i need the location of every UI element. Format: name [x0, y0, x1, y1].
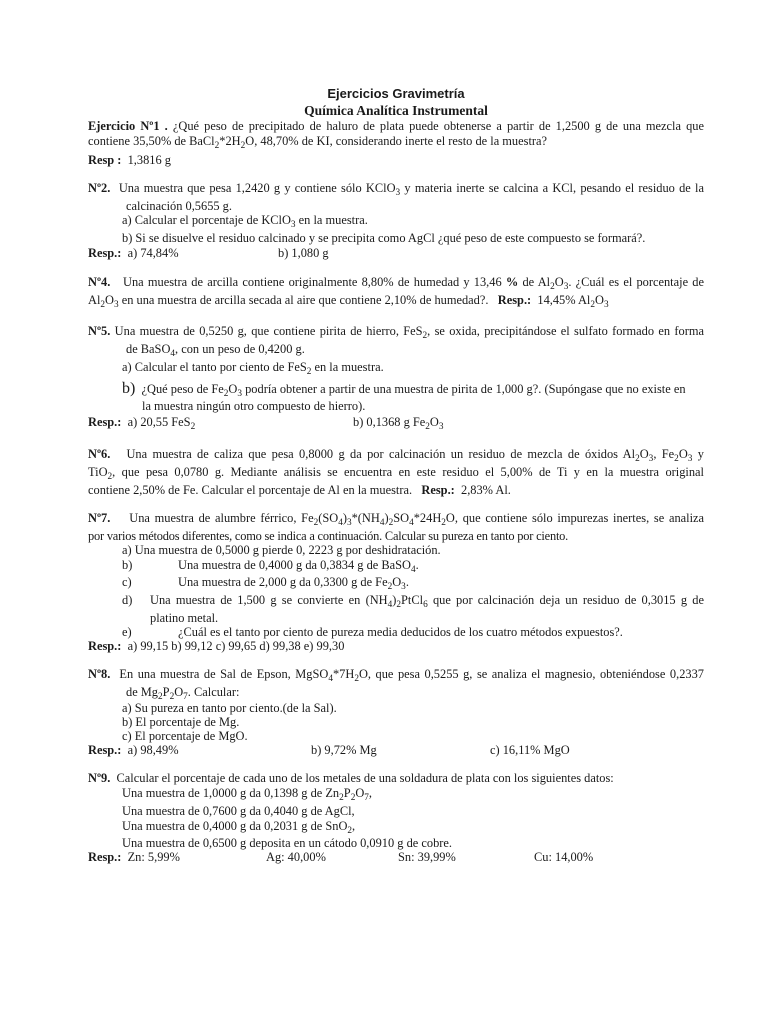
exercise-8-line-2 — [126, 684, 239, 700]
subscript: 4 — [338, 518, 343, 528]
text-fragment: e) — [122, 625, 132, 639]
exercise-9-data-4: Una muestra de 0,6500 g deposita en un cátodo 0,0910 g de cobre. — [122, 836, 452, 850]
subscript: 3 — [290, 220, 296, 230]
exercise-5-item-b: b) ¿Qué peso de $Fe_2O_3$ podría obtener a partir de una muestra de pirita de 1,000 g?. (Supóngase que no existe en — [122, 380, 686, 399]
text-fragment: , con un peso de 0,4200 g. — [175, 342, 305, 356]
text-fragment: , — [352, 819, 356, 833]
exercise-7-item-d-cont: platino metal. — [150, 611, 219, 625]
subscript: 4 — [410, 565, 416, 575]
text-fragment: Al — [88, 293, 101, 307]
exercise-9-data-1 — [122, 785, 372, 801]
text-fragment: Una muestra que pesa 1,2420 g y contiene sólo KClO — [118, 181, 396, 195]
text-fragment: O, que pesa 0,5255 g, se analiza el magnesio, obteniéndose 0,2337 — [358, 667, 704, 681]
exercise-1-line-2 — [88, 133, 547, 149]
exercise-8-number: Nº8. — [88, 667, 111, 681]
subscript: 3 — [114, 300, 119, 310]
text-fragment: ¿Qué peso de Fe — [141, 382, 224, 396]
answer-value: a) 98,49% — [127, 743, 179, 757]
subscript: 2 — [214, 141, 220, 151]
exercise-2-answer — [88, 245, 179, 261]
text-fragment: Una muestra de 1,500 g se convierte en (NH — [150, 593, 388, 607]
text-fragment: P — [343, 786, 351, 800]
exercise-9-data-3 — [122, 818, 355, 834]
text-fragment: TiO — [88, 465, 108, 479]
exercise-6-number: Nº6. — [88, 447, 111, 461]
subscript: 2 — [347, 826, 353, 836]
subscript: 2 — [158, 692, 163, 702]
subscript: 2 — [169, 692, 175, 702]
text-fragment: Una muestra de 0,4000 g da 0,3834 g de BaSO — [178, 558, 411, 572]
subscript: 2 — [100, 300, 106, 310]
text-fragment: , que pesa 0,0780 g. Mediante análisis se encuentra en este residuo el 5,00% de Ti y en la muestra original — [112, 465, 704, 479]
answer-label: Resp.: — [497, 293, 532, 307]
subscript: 2 — [350, 793, 356, 803]
text-fragment: d) — [122, 593, 133, 607]
exercise-4-number: Nº4. — [88, 275, 111, 289]
subscript: 6 — [423, 600, 428, 610]
text-fragment: *(NH — [351, 511, 380, 525]
subscript: 2 — [441, 518, 446, 528]
exercise-9-number: Nº9. — [88, 771, 111, 785]
answer-value: 14,45% Al — [537, 293, 591, 307]
exercise-8-answer-b: b) 9,72% Mg — [311, 743, 377, 757]
subscript: 2 — [306, 367, 312, 377]
subscript: 3 — [395, 188, 401, 198]
subscript: 4 — [170, 349, 176, 359]
subscript: 4 — [387, 600, 393, 610]
exercise-9-answer — [88, 849, 180, 865]
text-fragment: de Mg — [126, 685, 159, 699]
exercise-6-line-1: Nº6. Una muestra de caliza que pesa 0,8000 g da por calcinación un residuo de mezcla de óxidos $Al_2O_3$, $Fe_2O_3$ y — [88, 447, 704, 464]
subscript: 2 — [240, 141, 246, 151]
exercise-8-line-1 — [88, 666, 704, 682]
answer-label: Resp.: — [88, 415, 122, 429]
subscript: 2 — [396, 600, 402, 610]
exercise-5-item-a — [122, 359, 384, 375]
subscript: 2 — [422, 331, 428, 341]
exercise-8-item-c: c) El porcentaje de MgO. — [122, 729, 248, 743]
answer-label: Resp : — [88, 153, 122, 167]
subscript: 3 — [346, 518, 352, 528]
text-fragment: O, que contiene sólo impurezas inertes, se analiza — [445, 511, 705, 525]
subscript: 3 — [401, 582, 406, 592]
subscript: 3 — [438, 422, 444, 432]
subscript: 3 — [687, 454, 693, 464]
subscript: 7 — [364, 793, 369, 803]
text-fragment: Una muestra de 1,0000 g da 0,1398 g de Zn — [122, 786, 340, 800]
subscript: 2 — [107, 472, 113, 482]
subscript: 2 — [425, 422, 430, 432]
answer-value: b) 0,1368 g Fe — [353, 415, 426, 429]
text-fragment: a) Calcular el tanto por ciento de FeS — [122, 360, 307, 374]
exercise-7-answer — [88, 638, 344, 654]
subscript: 3 — [563, 282, 569, 292]
exercise-1-line-1 — [88, 118, 704, 134]
text-fragment: c) — [122, 575, 132, 589]
text-fragment: contiene 35,50% de BaCl — [88, 134, 215, 148]
text-fragment: P — [162, 685, 170, 699]
subscript: 3 — [603, 300, 609, 310]
text-fragment: , Fe — [653, 447, 675, 461]
subscript: 2 — [339, 793, 344, 803]
exercise-9-answer-ag: Ag: 40,00% — [266, 850, 326, 864]
text-fragment: b) — [122, 558, 133, 572]
subscript: 2 — [590, 300, 596, 310]
subscript: 2 — [387, 582, 393, 592]
subscript: 2 — [223, 389, 229, 399]
answer-label: Resp.: — [88, 850, 122, 864]
exercise-8-item-b: b) El porcentaje de Mg. — [122, 715, 240, 729]
exercise-2-answer-b: b) 1,080 g — [278, 246, 329, 260]
subscript: 3 — [237, 389, 242, 399]
exercise-7-item-d — [122, 592, 704, 608]
exercise-7-item-c: c) Una muestra de 2,000 g da 0,3300 g de $Fe_2O_3$. — [122, 575, 409, 592]
answer-label: Resp.: — [88, 246, 122, 260]
text-fragment: *24H — [413, 511, 442, 525]
text-fragment: en la muestra. — [314, 360, 384, 374]
text-fragment: , se oxida, precipitándose el sulfato formado en forma — [427, 324, 704, 338]
exercise-2-item-a — [122, 212, 368, 228]
exercise-8-answer-c: c) 16,11% MgO — [490, 743, 570, 757]
text-fragment: *7H — [332, 667, 355, 681]
text-fragment: % — [505, 275, 519, 289]
exercise-1-text: ¿Qué peso de precipitado de haluro de plata puede obtenerse a partir de 1,2500 g de una mezcla que — [172, 119, 704, 133]
text-fragment: O — [355, 786, 365, 800]
subscript: 2 — [354, 674, 359, 684]
text-fragment: ) — [384, 511, 389, 525]
text-fragment: ) — [342, 511, 347, 525]
answer-value: a) 74,84% — [127, 246, 179, 260]
text-fragment: Una muestra de caliza que pesa 0,8000 g da por calcinación un residuo de mezcla de óxidos Al — [126, 447, 636, 461]
text-fragment: y — [697, 447, 704, 461]
text-fragment: O — [174, 685, 184, 699]
text-fragment: (SO — [318, 511, 339, 525]
text-fragment: Una muestra de alumbre férrico, Fe — [129, 511, 314, 525]
text-fragment: de Al — [522, 275, 551, 289]
exercise-2-number: Nº2. — [88, 181, 111, 195]
text-fragment: *2H — [219, 134, 241, 148]
exercise-2-item-b: b) Si se disuelve el residuo calcinado y se precipita como AgCl ¿qué peso de este compuesto se formará?. — [122, 231, 646, 245]
text-fragment: b) — [122, 380, 136, 397]
subscript: 4 — [379, 518, 385, 528]
text-fragment: PtCl — [401, 593, 424, 607]
answer-value: 2,83% Al. — [461, 483, 511, 497]
exercise-5-answer-b: b) 0,1368 g $Fe_2O_3$ — [353, 415, 444, 432]
text-fragment: ¿Cuál es el tanto por ciento de pureza media deducidos de los cuatro métodos expuestos?. — [178, 625, 623, 639]
subscript: 2 — [313, 518, 319, 528]
text-fragment: O, 48,70% de KI, considerando inerte el resto de la muestra? — [245, 134, 548, 148]
subscript: 3 — [648, 454, 654, 464]
text-fragment: en la muestra. — [298, 213, 368, 227]
subscript: 4 — [409, 518, 414, 528]
exercise-8-answer — [88, 742, 179, 758]
exercise-4-line-1: Nº4. Una muestra de arcilla contiene originalmente 8,80% de humedad y 13,46 % de $Al_2O_3$. ¿Cuál es el porcentaje de — [88, 275, 704, 292]
text-fragment: . ¿Cuál es el porcentaje de — [568, 275, 704, 289]
text-fragment: contiene 2,50% de Fe. Calcular el porcentaje de Al en la muestra. — [88, 483, 413, 497]
text-fragment: en una muestra de arcilla secada al aire que contiene 2,10% de humedad?. — [121, 293, 489, 307]
subscript: 2 — [388, 518, 394, 528]
exercise-9-data-2: Una muestra de 0,7600 g da 0,4040 g de AgCl, — [122, 804, 355, 818]
text-fragment: SO — [393, 511, 410, 525]
text-fragment: Una muestra de arcilla contiene originalmente 8,80% de humedad y 13,46 — [123, 275, 502, 289]
text-fragment: y materia inerte se calcina a KCl, pesando el residuo de la — [404, 181, 704, 195]
subscript: 2 — [550, 282, 555, 292]
exercise-7-item-a: a) Una muestra de 0,5000 g pierde 0, 2223 g por deshidratación. — [122, 543, 441, 557]
subscript: 2 — [635, 454, 640, 464]
exercise-5-line-1 — [88, 323, 704, 339]
exercise-6-line-3 — [88, 482, 511, 498]
exercise-9-answer-cu: Cu: 14,00% — [534, 850, 594, 864]
answer-value: a) 99,15 b) 99,12 c) 99,65 d) 99,38 e) 99,30 — [127, 639, 345, 653]
answer-label: Resp.: — [88, 639, 122, 653]
exercise-7-number: Nº7. — [88, 511, 111, 525]
exercise-7-line-2: por varios métodos diferentes, como se indica a continuación. Calcular su pureza en tanto por ciento. — [88, 529, 569, 543]
exercise-2-line-2: calcinación 0,5655 g. — [126, 199, 232, 213]
answer-label: Resp.: — [88, 743, 122, 757]
exercise-8-item-a: a) Su pureza en tanto por ciento.(de la Sal). — [122, 701, 337, 715]
exercise-6-line-2 — [88, 464, 704, 480]
text-fragment: ) — [392, 593, 397, 607]
text-fragment: Una muestra de 0,4000 g da 0,2031 g de SnO — [122, 819, 348, 833]
subscript: 4 — [328, 674, 333, 684]
answer-value: a) 20,55 FeS — [127, 415, 191, 429]
exercise-1-number: Ejercicio Nº1 . — [88, 119, 168, 133]
text-fragment: Calcular el porcentaje de cada uno de los metales de una soldadura de plata con los siguientes datos: — [116, 771, 614, 785]
text-fragment: En una muestra de Sal de Epson, MgSO — [119, 667, 329, 681]
text-fragment: Una muestra de 2,000 g da 0,3300 g de Fe — [178, 575, 388, 589]
document-title: Ejercicios Gravimetría — [327, 86, 465, 101]
exercise-9-answer-sn: Sn: 39,99% — [398, 850, 456, 864]
answer-value: Zn: 5,99% — [127, 850, 180, 864]
exercise-5-item-b-cont: la muestra ningún otro compuesto de hierro). — [142, 399, 366, 413]
exercise-5-number: Nº5. — [88, 324, 111, 338]
answer-value: 1,3816 g — [127, 153, 171, 167]
document-subtitle: Química Analítica Instrumental — [304, 103, 488, 118]
exercise-4-line-2: $Al_2O_3$ en una muestra de arcilla secada al aire que contiene 2,10% de humedad?. Resp.: 14,45% $Al_2O_3$ — [88, 293, 609, 310]
text-fragment: , — [368, 786, 373, 800]
text-fragment: Una muestra de 0,5250 g, que contiene pirita de hierro, FeS — [114, 324, 423, 338]
text-fragment: . Calcular: — [187, 685, 240, 699]
text-fragment: de BaSO — [126, 342, 171, 356]
text-fragment: podría obtener a partir de una muestra de pirita de 1,000 g?. (Supóngase que no existe en — [245, 382, 686, 396]
subscript: 2 — [190, 422, 196, 432]
answer-label: Resp.: — [421, 483, 455, 497]
exercise-5-answer — [88, 414, 195, 430]
exercise-1-answer — [88, 152, 171, 168]
exercise-7-line-1 — [88, 510, 704, 526]
subscript: 2 — [674, 454, 679, 464]
exercise-2-line-1 — [88, 180, 704, 196]
subscript: 7 — [183, 692, 188, 702]
exercise-9-line-1 — [88, 770, 614, 786]
exercise-7-item-b: b) Una muestra de 0,4000 g da 0,3834 g de BaSO$_4$. — [122, 558, 419, 575]
text-fragment: a) Calcular el porcentaje de KClO — [122, 213, 291, 227]
text-fragment: que por calcinación deja un residuo de 0,3015 g de — [432, 593, 704, 607]
exercise-5-line-2 — [126, 341, 305, 357]
